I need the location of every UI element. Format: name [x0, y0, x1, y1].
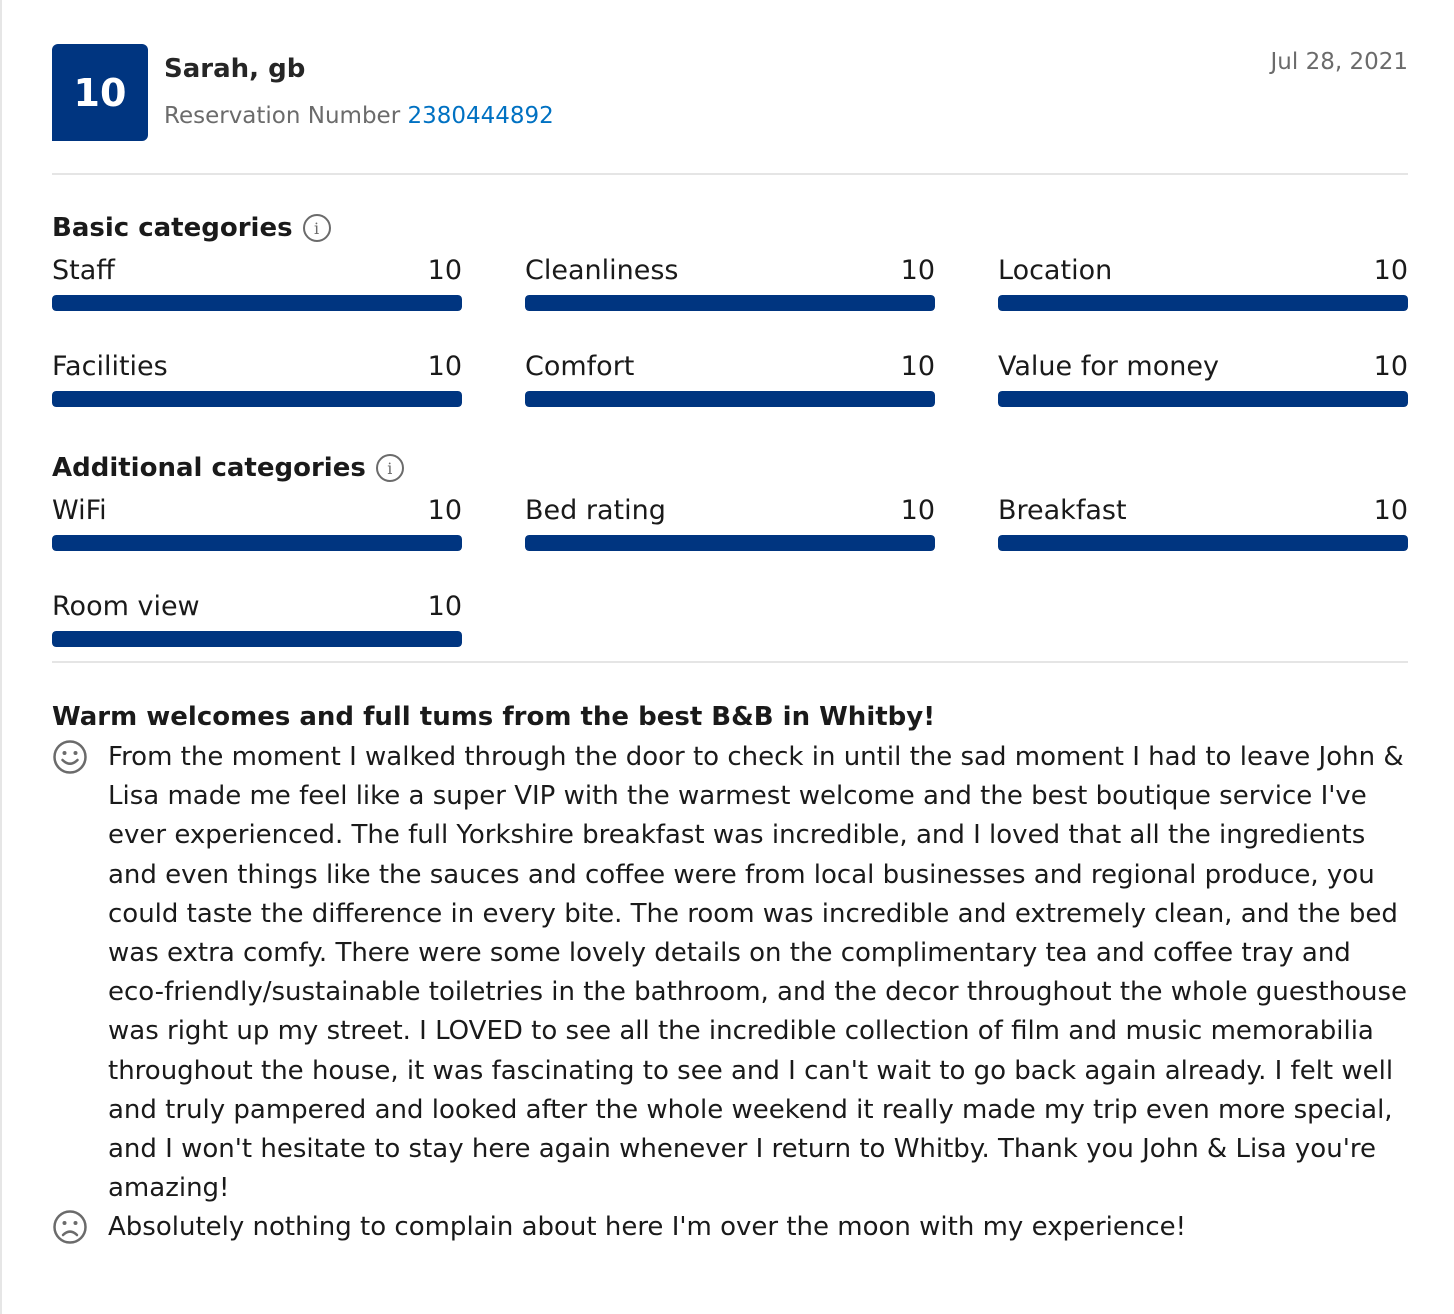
category-label: Value for money [998, 351, 1219, 382]
category-location [998, 253, 1408, 311]
score-bar-fill [998, 535, 1408, 551]
score-bar-fill [52, 391, 462, 407]
score-bar [52, 631, 462, 647]
category-room-view [52, 589, 462, 647]
category-facilities [52, 349, 462, 407]
category-cleanliness [525, 253, 935, 311]
category-label: Bed rating [525, 495, 666, 526]
sad-face-icon [52, 1208, 108, 1246]
additional-categories-heading [52, 452, 1408, 484]
category-score: 10 [427, 351, 462, 382]
review-title: Warm welcomes and full tums from the best B&B in Whitby! [52, 702, 936, 732]
positive-review [52, 738, 1408, 1208]
score-bar-fill [525, 391, 935, 407]
info-icon[interactable]: i [376, 454, 404, 482]
category-value-for-money [998, 349, 1408, 407]
category-score: 10 [900, 255, 935, 286]
category-score: 10 [1373, 255, 1408, 286]
review-date: Jul 28, 2021 [1270, 49, 1408, 75]
category-score: 10 [1373, 351, 1408, 382]
score-bar-fill [998, 295, 1408, 311]
positive-review-text: From the moment I walked through the door to check in until the sad moment I had to leave John & Lisa made me feel like a super VIP with the warmest welcome and the best boutique service I've ever experienced. The full Yorkshire breakfast was incredible, and I loved that all the ingredients and even things like the sauces and coffee were from local businesses and regional produce, you could taste the difference in every bite. The room was incredible and extremely clean, and the bed was extra comfy. There were some lovely details on the complimentary tea and coffee tray and eco-friendly/sustainable toiletries in the bathroom, and the decor throughout the whole guesthouse was right up my street. I LOVED to see all the incredible collection of film and music memorabilia throughout the house, it was fascinating to see and I can't wait to go back again already. I felt well and truly pampered and looked after the whole weekend it really made my trip even more special, and I won't hesitate to stay here again whenever I return to Whitby. Thank you John & Lisa you're amazing! [108, 742, 1408, 1204]
category-label: Room view [52, 591, 200, 622]
category-bed-rating [525, 493, 935, 551]
category-label: Cleanliness [525, 255, 679, 286]
review-card [52, 44, 1408, 1248]
score-bar [998, 535, 1408, 551]
reservation-info [164, 103, 554, 129]
basic-categories-grid [52, 253, 1408, 407]
category-score: 10 [427, 495, 462, 526]
score-bar-fill [525, 535, 935, 551]
category-score: 10 [1373, 495, 1408, 526]
smiley-face-icon [52, 738, 108, 776]
score-bar [525, 535, 935, 551]
category-label: Staff [52, 255, 115, 286]
score-bar [998, 295, 1408, 311]
category-label: Comfort [525, 351, 635, 382]
score-bar [525, 391, 935, 407]
negative-review-text: Absolutely nothing to complain about here I'm over the moon with my experience! [108, 1212, 1187, 1243]
category-score: 10 [427, 591, 462, 622]
score-bar [52, 535, 462, 551]
additional-categories-title: Additional categories [52, 453, 366, 483]
score-bar-fill [525, 295, 935, 311]
basic-categories-title: Basic categories [52, 213, 293, 243]
negative-review [52, 1208, 1408, 1247]
score-bar [525, 295, 935, 311]
category-label: Facilities [52, 351, 168, 382]
score-bar-fill [52, 535, 462, 551]
overall-score-badge: 10 [52, 44, 148, 141]
category-score: 10 [900, 351, 935, 382]
score-bar [998, 391, 1408, 407]
score-bar-fill [52, 295, 462, 311]
category-staff [52, 253, 462, 311]
reservation-number-link[interactable]: 2380444892 [407, 103, 554, 129]
basic-categories-heading [52, 212, 1408, 244]
divider [52, 661, 1408, 663]
score-bar-fill [52, 631, 462, 647]
reservation-label: Reservation Number [164, 103, 401, 129]
divider [52, 173, 1408, 175]
category-score: 10 [427, 255, 462, 286]
category-label: Breakfast [998, 495, 1127, 526]
info-icon[interactable]: i [303, 214, 331, 242]
review-header [52, 44, 1408, 141]
category-comfort [525, 349, 935, 407]
additional-categories-grid [52, 493, 1408, 647]
score-bar [52, 295, 462, 311]
score-bar-fill [998, 391, 1408, 407]
category-label: Location [998, 255, 1113, 286]
category-wifi [52, 493, 462, 551]
category-label: WiFi [52, 495, 107, 526]
category-score: 10 [900, 495, 935, 526]
category-breakfast [998, 493, 1408, 551]
reviewer-name: Sarah, gb [164, 54, 306, 84]
score-bar [52, 391, 462, 407]
